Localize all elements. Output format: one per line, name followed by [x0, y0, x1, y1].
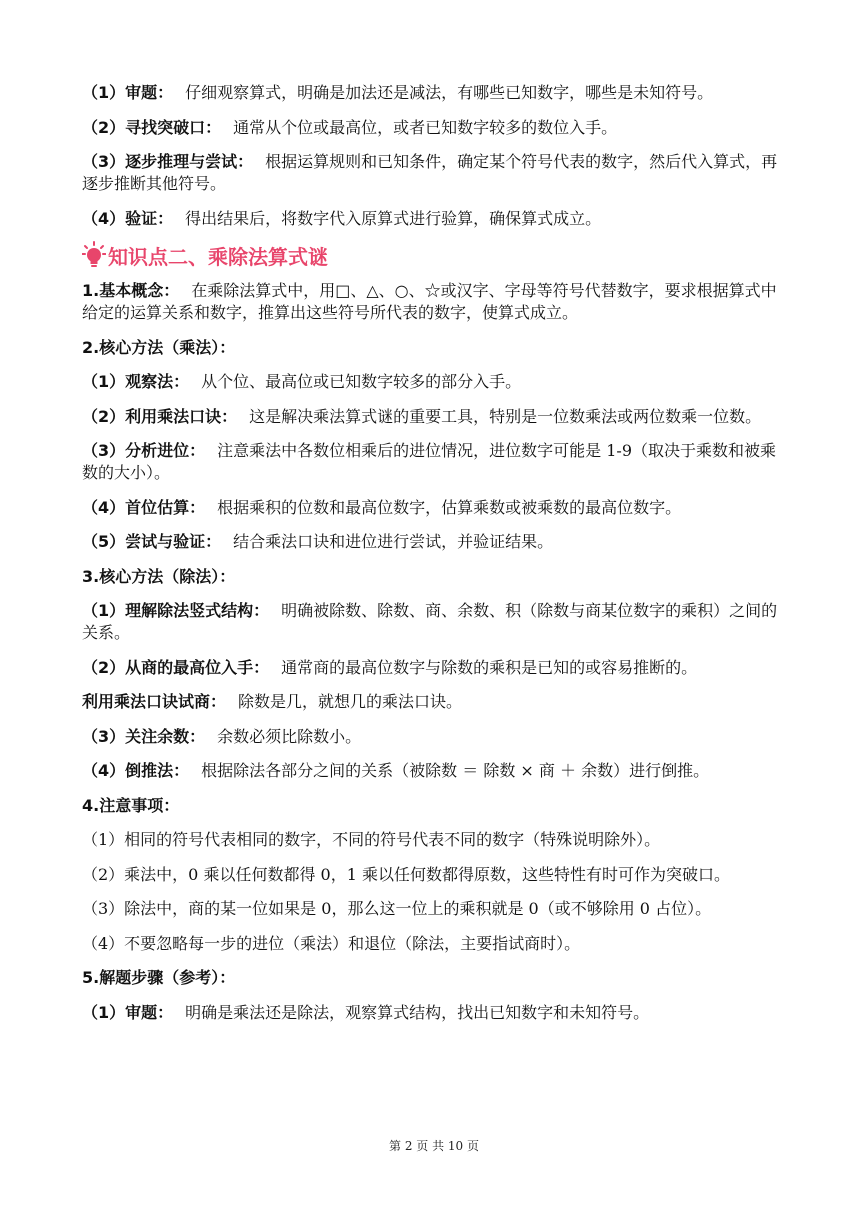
- step-reasoning: [82, 151, 788, 195]
- item-text: 根据除法各部分之间的关系（被除数 ＝ 除数 × 商 ＋ 余数）进行倒推。: [201, 761, 710, 780]
- div-item: [82, 760, 788, 782]
- mul-item: [82, 440, 788, 484]
- division-heading: 3.核心方法（除法）：: [82, 566, 236, 586]
- step-item: [82, 1002, 788, 1024]
- note-item: （1）相同的符号代表相同的数字，不同的符号代表不同的数字（特殊说明除外）。: [82, 830, 661, 849]
- mul-item: [82, 497, 788, 519]
- step-breakthrough: [82, 117, 788, 139]
- step-verify: [82, 208, 788, 230]
- item-text: 通常从个位或最高位，或者已知数字较多的数位入手。: [233, 117, 618, 137]
- item-label: （1）审题：: [82, 1002, 174, 1022]
- item-label: （3）逐步推理与尝试：: [82, 152, 254, 171]
- lightbulb-icon: [82, 241, 106, 269]
- item-text: 这是解决乘法算式谜的重要工具，特别是一位数乘法或两位数乘一位数。: [249, 406, 762, 426]
- item-text: 明确被除数、除数、商、余数、积（除数与商某位数字的乘积）之间的关系。: [82, 601, 778, 642]
- item-text: 从个位、最高位或已知数字较多的部分入手。: [201, 372, 522, 391]
- mul-item: [82, 371, 788, 393]
- item-label: 利用乘法口诀试商：: [82, 692, 227, 711]
- item-text: 通常商的最高位数字与除数的乘积是已知的或容易推断的。: [281, 657, 698, 677]
- document-page: [82, 82, 788, 1036]
- item-label: （1）审题：: [82, 83, 174, 102]
- item-text: 根据乘积的位数和最高位数字，估算乘数或被乘数的最高位数字。: [217, 497, 682, 517]
- item-label: （2）寻找突破口：: [82, 117, 222, 137]
- item-label: （4）倒推法：: [82, 761, 190, 780]
- item-label: （2）利用乘法口诀：: [82, 406, 238, 426]
- item-label: （1）观察法：: [82, 372, 190, 391]
- div-item: [82, 691, 788, 713]
- basic-concept: [82, 280, 788, 324]
- div-item: [82, 726, 788, 748]
- item-text: 注意乘法中各数位相乘后的进位情况，进位数字可能是 1-9（取决于乘数和被乘数的大小）。: [82, 441, 776, 482]
- notes-heading: 4.注意事项：: [82, 795, 180, 815]
- item-label: （4）验证：: [82, 208, 174, 228]
- item-label: （2）从商的最高位入手：: [82, 657, 270, 677]
- item-text: 根据运算规则和已知条件，确定某个符号代表的数字，然后代入算式，再逐步推断其他符号。: [82, 152, 778, 193]
- concept-label: 1.基本概念：: [82, 281, 180, 300]
- item-label: （5）尝试与验证：: [82, 532, 222, 551]
- section-title: 知识点二、乘除法算式谜: [108, 244, 328, 269]
- item-text: 余数必须比除数小。: [217, 726, 362, 746]
- item-label: （1）理解除法竖式结构：: [82, 601, 270, 620]
- div-item: [82, 657, 788, 679]
- div-item: [82, 600, 788, 644]
- item-text: 得出结果后，将数字代入原算式进行验算，确保算式成立。: [185, 208, 602, 228]
- note-item: （2）乘法中，0 乘以任何数都得 0，1 乘以任何数都得原数，这些特性有时可作为突破口。: [82, 864, 730, 884]
- concept-text: 在乘除法算式中，用□、△、○、☆或汉字、字母等符号代替数字，要求根据算式中给定的运算关系和数字，推算出这些符号所代表的数字，使算式成立。: [82, 281, 777, 322]
- item-label: （4）首位估算：: [82, 497, 206, 517]
- steps-heading: 5.解题步骤（参考）：: [82, 968, 236, 987]
- item-label: （3）关注余数：: [82, 726, 206, 746]
- note-item: （3）除法中，商的某一位如果是 0，那么这一位上的乘积就是 0（或不够除用 0 占位）。: [82, 899, 712, 918]
- item-text: 除数是几，就想几的乘法口诀。: [238, 692, 463, 711]
- item-text: 结合乘法口诀和进位进行尝试，并验证结果。: [233, 532, 554, 551]
- mul-item: [82, 531, 788, 553]
- item-label: （3）分析进位：: [82, 441, 206, 460]
- page-footer: 第 2 页 共 10 页: [389, 1139, 479, 1153]
- mul-item: [82, 406, 788, 428]
- note-item: （4）不要忽略每一步的进位（乘法）和退位（除法，主要指试商时）。: [82, 933, 581, 953]
- step-review: [82, 82, 788, 104]
- item-text: 明确是乘法还是除法，观察算式结构，找出已知数字和未知符号。: [185, 1002, 650, 1022]
- item-text: 仔细观察算式，明确是加法还是减法，有哪些已知数字，哪些是未知符号。: [185, 83, 714, 102]
- section-heading: [82, 240, 788, 270]
- multiplication-heading: 2.核心方法（乘法）：: [82, 337, 236, 357]
